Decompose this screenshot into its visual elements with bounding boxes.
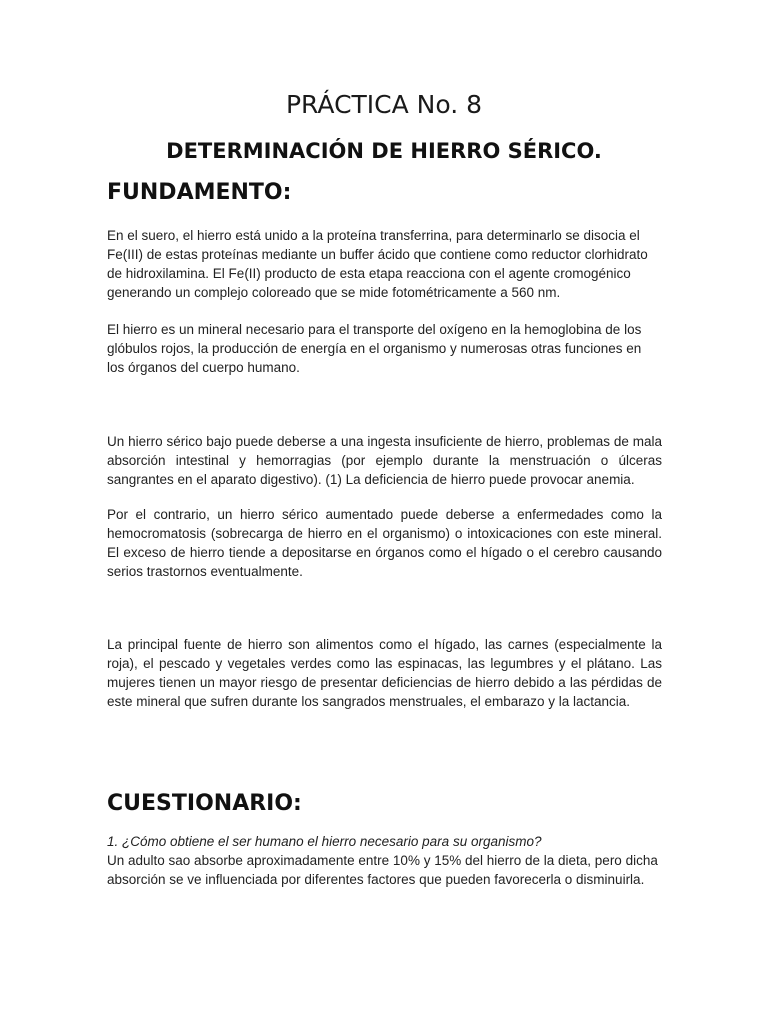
section-heading-cuestionario: CUESTIONARIO: bbox=[107, 791, 302, 816]
paragraph-hierro-bajo: Un hierro sérico bajo puede deberse a una ingesta insuficiente de hierro, problemas de mala absorción intestinal y hemorragias (por ejemplo durante la menstruación o úlceras sangrantes en el aparato digestivo). (1) La deficiencia de hierro puede provocar anemia. bbox=[107, 434, 662, 487]
paragraph-fundamento-1: En el suero, el hierro está unido a la proteína transferrina, para determinarlo se disocia el Fe(III) de estas proteínas mediante un buffer ácido que contiene como reductor clorhidrato de hidroxilamina. El Fe(II) producto de esta etapa reacciona con el agente cromogénico generando un complejo coloreado que se mide fotométricamente a 560 nm. bbox=[107, 228, 648, 300]
page-subtitle: DETERMINACIÓN DE HIERRO SÉRICO. bbox=[166, 139, 602, 163]
answer-1: Un adulto sao absorbe aproximadamente entre 10% y 15% del hierro de la dieta, pero dicha absorción se ve influenciada por diferentes factores que pueden favorecerla o disminuirla. bbox=[107, 853, 658, 887]
section-heading-fundamento: FUNDAMENTO: bbox=[107, 180, 292, 205]
paragraph-hierro-alto: Por el contrario, un hierro sérico aumentado puede deberse a enfermedades como la hemocromatosis (sobrecarga de hierro en el organismo) o intoxicaciones con este mineral. El exceso de hierro tiende a depositarse en órganos como el hígado o el cerebro causando serios trastornos eventualmente. bbox=[107, 507, 662, 579]
paragraph-fundamento-2: El hierro es un mineral necesario para el transporte del oxígeno en la hemoglobina de los glóbulos rojos, la producción de energía en el organismo y numerosas otras funciones en los órganos del cuerpo humano. bbox=[107, 322, 642, 375]
page-title: PRÁCTICA No. 8 bbox=[285, 90, 483, 119]
question-1: 1. ¿Cómo obtiene el ser humano el hierro necesario para su organismo? bbox=[107, 834, 542, 849]
paragraph-fuentes-hierro: La principal fuente de hierro son alimentos como el hígado, las carnes (especialmente la roja), el pescado y vegetales verdes como las espinacas, las legumbres y el plátano. Las mujeres tienen un mayor riesgo de presentar deficiencias de hierro debido a las pérdidas de este mineral que sufren durante los sangrados menstruales, el embarazo y la lactancia. bbox=[107, 637, 662, 709]
